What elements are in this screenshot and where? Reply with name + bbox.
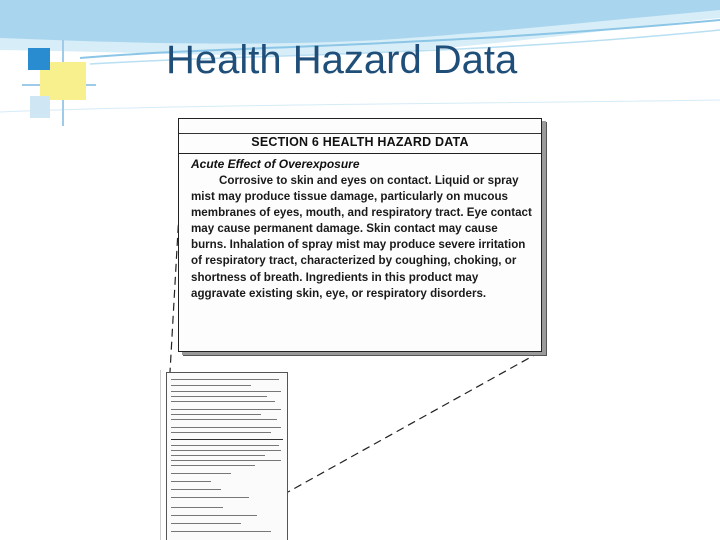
section-rule-top	[179, 133, 541, 134]
section-header: SECTION 6 HEALTH HAZARD DATA	[251, 135, 469, 149]
section-body-text: Corrosive to skin and eyes on contact. Liquid or spray mist may produce tissue damage, particularly on mucous membranes of eyes, mouth, and respiratory tract. Eye contact may cause permanent damage. Skin contact may cause burns. Inhalation of spray mist may produce severe irritation of respiratory tract, characterized by coughing, choking, or shortness of breath. Ingredients in this product may aggravate existing skin, eye, or respiratory disorders.	[191, 174, 532, 300]
decor-square-lightblue	[30, 96, 50, 118]
decor-square-blue	[28, 48, 50, 70]
health-hazard-section-excerpt	[178, 118, 542, 352]
msds-page-thumbnail	[166, 372, 288, 540]
section-rule	[179, 153, 541, 154]
slide-title: Health Hazard Data	[166, 38, 518, 82]
section-subheading: Acute Effect of Overexposure	[191, 157, 360, 171]
